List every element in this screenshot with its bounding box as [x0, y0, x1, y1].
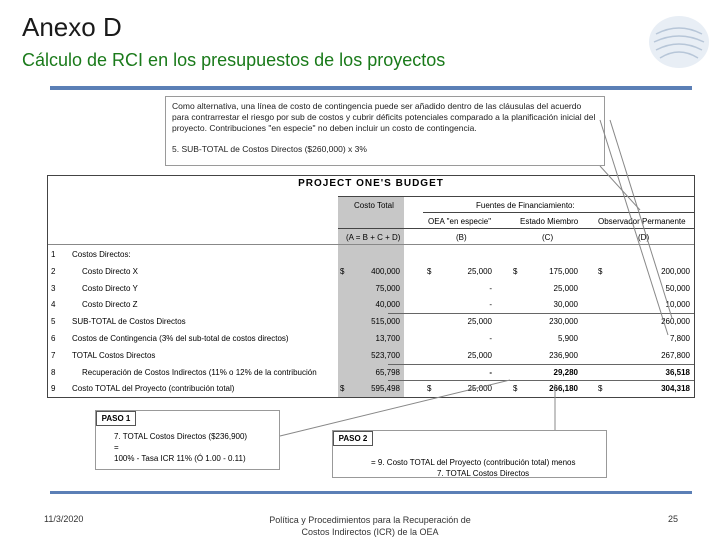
footer-title — [220, 514, 520, 538]
row-label: Costo Directo Y — [82, 283, 138, 293]
cell-b: 25,000 — [467, 384, 492, 394]
dollar-sign: $ — [598, 384, 603, 394]
footer-title-line: Costos Indirectos (ICR) de la OEA — [301, 527, 439, 537]
cell-total: 515,000 — [371, 317, 400, 327]
row-label: Costo Directo X — [82, 266, 139, 276]
step-1-tag: PASO 1 — [96, 411, 136, 426]
row-number: 5 — [51, 317, 56, 327]
header-line — [423, 212, 694, 213]
row-label: Costo Directo Z — [82, 300, 138, 310]
cell-b: - — [489, 367, 492, 377]
table-row — [48, 381, 694, 398]
col-observador-header: Observador Permanente — [598, 217, 686, 226]
row-label: SUB-TOTAL de Costos Directos — [72, 317, 186, 327]
page-title: Anexo D — [22, 12, 122, 42]
row-number: 1 — [51, 250, 56, 259]
cell-total: 400,000 — [371, 266, 400, 276]
col-estado-header: Estado Miembro — [520, 217, 579, 226]
cell-d: 200,000 — [661, 266, 690, 276]
page-subtitle: Cálculo de RCI en los presupuestos de los proyectos — [22, 50, 446, 70]
cell-c: 29,280 — [553, 367, 578, 377]
oas-logo-icon — [646, 12, 712, 72]
step-1-line: 100% - Tasa ICR 11% (Ó 1.00 - 0.11) — [114, 454, 246, 463]
row-number: 2 — [51, 266, 56, 276]
cell-total: 40,000 — [375, 300, 400, 310]
cell-total: 65,798 — [375, 367, 400, 377]
row-number: 3 — [51, 283, 56, 293]
dollar-sign: $ — [427, 266, 432, 276]
footer-divider — [50, 491, 692, 494]
title-divider — [50, 86, 692, 90]
dollar-sign: $ — [340, 384, 345, 394]
cell-b: - — [489, 300, 492, 310]
step-2-box — [332, 430, 607, 478]
cell-c: 236,900 — [549, 350, 578, 360]
step-1-line: 7. TOTAL Costos Directos ($236,900) — [114, 432, 248, 441]
cell-total: 13,700 — [375, 334, 400, 343]
header-line — [338, 196, 694, 197]
row-number: 4 — [51, 300, 56, 310]
cell-d: 10,000 — [665, 300, 690, 310]
cell-d: 50,000 — [665, 283, 690, 293]
cell-c: 30,000 — [553, 300, 578, 310]
cell-c: 5,900 — [557, 334, 578, 343]
cell-b: 25,000 — [467, 350, 492, 360]
row-label: Costos de Contingencia (3% del sub-total de costos directos) — [72, 334, 289, 343]
formula-total: (A = B + C + D) — [346, 233, 401, 242]
formula-c: (C) — [542, 233, 554, 242]
row-number: 8 — [51, 367, 56, 377]
table-row — [48, 314, 694, 331]
contingency-note-text: Como alternativa, una línea de costo de contingencia puede ser añadido dentro de las cláusulas del acuerdo para contrarrestar el riesgo por sub de costos y cubrir déficits potenciales comparado a la planificación inicial del proyecto. Contribuciones "en especie" no deben incluir un costo de contingencia. — [172, 101, 596, 133]
table-row — [48, 247, 694, 264]
table-row — [48, 348, 694, 365]
cell-b: - — [489, 283, 492, 293]
cell-c: 25,000 — [553, 283, 578, 293]
table-row — [48, 281, 694, 298]
row-label: Recuperación de Costos Indirectos (11% o 12% de la contribución — [82, 367, 317, 377]
row-number: 7 — [51, 350, 56, 360]
subtotal-line — [388, 364, 694, 365]
dollar-sign: $ — [598, 266, 603, 276]
contingency-note — [165, 96, 605, 166]
row-label: TOTAL Costos Directos — [72, 350, 156, 360]
page-number: 25 — [668, 514, 679, 524]
step-2-tag: PASO 2 — [333, 431, 373, 446]
table-row — [48, 297, 694, 314]
dollar-sign: $ — [340, 266, 345, 276]
cell-b: 25,000 — [467, 266, 492, 276]
cell-total: 523,700 — [371, 350, 400, 360]
cell-b: 25,000 — [467, 317, 492, 327]
step-1-line: = — [114, 443, 119, 452]
step-1-box — [95, 410, 280, 470]
col-total-header: Costo Total — [354, 201, 394, 210]
formula-d: (D) — [638, 233, 650, 242]
table-row — [48, 365, 694, 382]
col-oea-header: OEA "en especie" — [428, 217, 492, 226]
cell-total: 595,498 — [371, 384, 400, 394]
header-line — [48, 244, 694, 245]
dollar-sign: $ — [513, 384, 518, 394]
header-line — [338, 228, 694, 229]
cell-c: 230,000 — [549, 317, 578, 327]
row-label: Costo TOTAL del Proyecto (contribución total) — [72, 384, 235, 394]
dollar-sign: $ — [427, 384, 432, 394]
cell-c: 175,000 — [549, 266, 578, 276]
row-number: 9 — [51, 384, 56, 394]
table-row — [48, 331, 694, 348]
budget-table — [47, 175, 695, 398]
formula-b: (B) — [456, 233, 467, 242]
cell-b: - — [489, 334, 492, 343]
contingency-note-formula: 5. SUB-TOTAL de Costos Directos ($260,000) x 3% — [172, 144, 367, 154]
step-2-line: = 9. Costo TOTAL del Proyecto (contribución total) menos — [371, 458, 576, 467]
cell-total: 75,000 — [375, 283, 400, 293]
cell-d: 7,800 — [669, 334, 690, 343]
footer-date: 11/3/2020 — [44, 514, 84, 524]
cell-d: 260,000 — [661, 317, 690, 327]
cell-d: 304,318 — [661, 384, 690, 394]
cell-d: 267,800 — [661, 350, 690, 360]
col-funding-header: Fuentes de Financiamiento: — [476, 201, 575, 210]
row-label: Costos Directos: — [72, 250, 131, 259]
subtotal-line — [388, 380, 694, 381]
cell-d: 36,518 — [665, 367, 690, 377]
subtotal-line — [388, 313, 694, 314]
table-row — [48, 264, 694, 281]
footer-title-line: Política y Procedimientos para la Recuperación de — [269, 515, 471, 525]
cell-c: 266,180 — [549, 384, 578, 394]
budget-title: PROJECT ONE'S BUDGET — [298, 178, 444, 189]
step-2-line: 7. TOTAL Costos Directos — [437, 469, 530, 478]
row-number: 6 — [51, 334, 56, 343]
dollar-sign: $ — [513, 266, 518, 276]
